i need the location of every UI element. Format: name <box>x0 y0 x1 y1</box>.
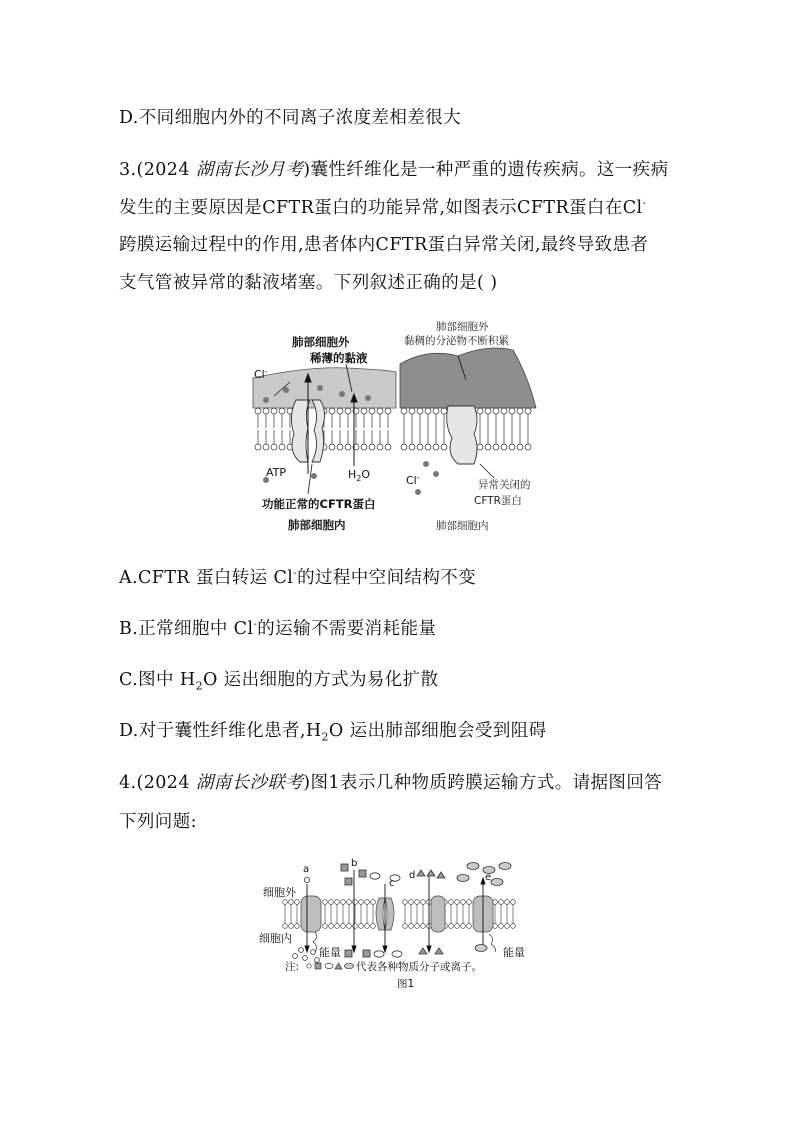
q3-number: 3.( <box>119 160 144 180</box>
q4-label-c: c <box>389 878 395 889</box>
q3-stem-line-2 <box>119 194 646 219</box>
q3-source-close: ) <box>303 160 311 180</box>
q4-figure-transport <box>255 856 545 994</box>
energy-arrow-right <box>489 934 496 952</box>
q4-stem-line-1 <box>119 769 662 794</box>
q4-label-inside: 细胞内 <box>259 932 292 945</box>
q3-option-a-post: 的过程中空间结构不变 <box>297 568 477 588</box>
q4-source-name: 湖南长沙联考 <box>195 773 304 793</box>
closed-cftr-protein <box>447 406 477 464</box>
q3-option-c-post: O 运出细胞的方式为易化扩散 <box>202 670 439 690</box>
label-cl-right: Cl- <box>406 473 420 487</box>
normal-cftr-protein <box>291 400 310 462</box>
carrier-protein-2 <box>431 896 445 932</box>
q3-option-d-sub: 2 <box>321 730 329 744</box>
q3-option-b-sup: - <box>253 619 258 631</box>
label-right-inside: 肺部细胞内 <box>436 520 489 532</box>
q3-option-a-sup: - <box>293 568 298 580</box>
q4-source-year: 2024 <box>143 773 196 793</box>
label-thick-secretion: 黏稠的分泌物不断积累 <box>404 335 509 347</box>
q4-source-close: ) <box>303 773 311 793</box>
q4-note-symbols <box>307 963 354 969</box>
thick-secretion-layer <box>400 348 536 408</box>
q3-option-c-sub: 2 <box>195 679 203 693</box>
q3-source-year: 2024 <box>143 160 196 180</box>
q4-label-d: d <box>409 870 416 881</box>
label-left-outside: 肺部细胞外 <box>292 335 350 349</box>
q3-stem-text: 囊性纤维化是一种严重的遗传疾病。这一疾病 <box>310 160 669 180</box>
q4-label-outside: 细胞外 <box>263 886 296 899</box>
label-h2o: $H_2O$ <box>348 468 371 483</box>
q3-option-a-pre: A.CFTR 蛋白转运 Cl <box>119 568 294 588</box>
q4-arrows <box>305 870 485 952</box>
q4-stem-line-2: 下列问题: <box>119 812 197 832</box>
q4-label-a: a <box>303 864 310 875</box>
q3-stem-line-1 <box>119 156 668 181</box>
q3-option-d-post: O 运出肺部细胞会受到阻碍 <box>328 721 547 741</box>
q3-source-name: 湖南长沙月考 <box>195 160 304 180</box>
label-closed-cftr-2: CFTR蛋白 <box>474 495 522 507</box>
q4-note-prefix: 注: <box>285 961 300 973</box>
label-normal-cftr: 功能正常的CFTR蛋白 <box>262 497 376 511</box>
label-left-inside: 肺部细胞内 <box>288 518 346 532</box>
q3-stem-line-4: 支气管被异常的黏液堵塞。下列叙述正确的是( ) <box>119 273 498 293</box>
q3-option-c <box>119 666 438 693</box>
energy-arrow-left <box>313 932 317 952</box>
q4-figure-caption: 图1 <box>397 978 415 990</box>
carrier-protein-1 <box>301 896 321 932</box>
q4-label-b: b <box>351 858 358 869</box>
q3-option-b-post: 的运输不需要消耗能量 <box>257 619 437 639</box>
label-cl-left: Cl- <box>254 367 268 381</box>
q4-label-e: e <box>485 872 492 883</box>
thin-mucus-layer <box>253 368 396 408</box>
q2-option-d: D.不同细胞内外的不同离子浓度差相差很大 <box>119 108 461 128</box>
q3-stem-line-2-text: 发生的主要原因是CFTR蛋白的功能异常,如图表示CFTR蛋白在Cl <box>119 198 643 218</box>
label-atp: ATP <box>266 466 287 479</box>
label-thin-mucus: 稀薄的黏液 <box>310 351 368 365</box>
q3-option-c-pre: C.图中 H <box>119 670 196 690</box>
q3-option-d-pre: D.对于囊性纤维化患者,H <box>119 721 322 741</box>
q4-stem-text: 图1表示几种物质跨膜运输方式。请据图回答 <box>310 773 663 793</box>
q3-option-d <box>119 717 547 744</box>
q3-option-b-pre: B.正常细胞中 Cl <box>119 619 254 639</box>
q3-option-b <box>119 615 436 640</box>
q4-number: 4.( <box>119 773 144 793</box>
q4-label-energy-right: 能量 <box>503 946 525 959</box>
q3-figure-cftr <box>248 316 548 536</box>
q3-option-a <box>119 564 476 589</box>
label-closed-cftr-1: 异常关闭的 <box>478 479 531 491</box>
q4-label-energy-left: 能量 <box>319 946 341 959</box>
q3-stem-line-2-sup: - <box>642 198 647 210</box>
q3-stem-line-3: 跨膜运输过程中的作用,患者体内CFTR蛋白异常关闭,最终导致患者 <box>119 235 649 255</box>
label-right-outside: 肺部细胞外 <box>436 321 489 333</box>
q4-note-text: 代表各种物质分子或离子。 <box>356 961 482 973</box>
